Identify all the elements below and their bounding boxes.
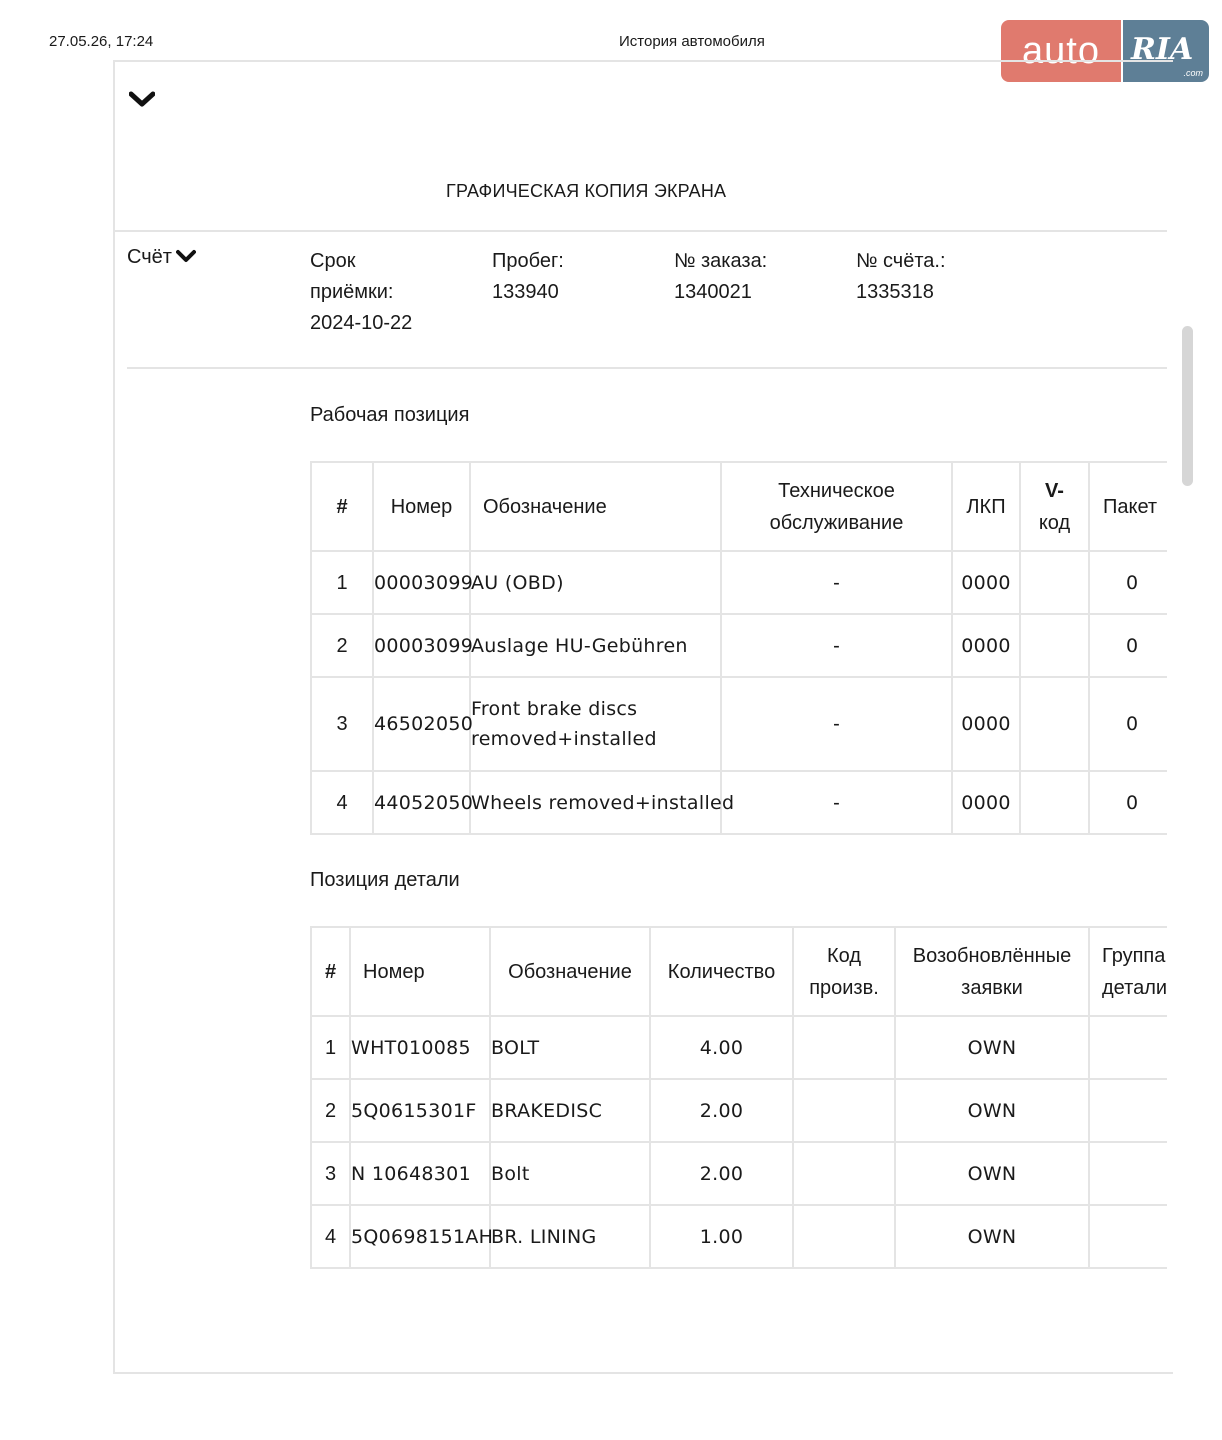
cell-vcode [1020, 771, 1089, 834]
acceptance-date-label-line1: Срок [310, 250, 356, 272]
acceptance-date-label-line2: приёмки: [310, 281, 394, 303]
col-header-renewed-requests [895, 927, 1089, 1016]
cell-package: 0 [1089, 614, 1167, 677]
cell-part-group [1089, 1016, 1167, 1079]
work-table [310, 461, 1167, 835]
table-row [311, 551, 1167, 614]
mileage-value: 133940 [492, 281, 559, 303]
cell-paint: 0000 [952, 677, 1020, 771]
table-header-row [311, 462, 1167, 551]
cell-designation-line1: AU (OBD) [471, 571, 564, 594]
table-row [311, 677, 1167, 771]
col-header-paint: ЛКП [952, 462, 1020, 551]
cell-number: N 10648301 [350, 1142, 490, 1205]
col-header-vcode-line1: V- [1045, 479, 1064, 502]
table-row [311, 1205, 1167, 1268]
cell-part-group [1089, 1205, 1167, 1268]
col-header-part-group-line2: детали [1102, 976, 1167, 999]
order-number-value: 1340021 [674, 281, 752, 303]
col-header-vcode [1020, 462, 1089, 551]
parts-table [310, 926, 1167, 1269]
col-header-manufacturer-code-line2: произв. [809, 976, 879, 999]
cell-renewed-requests: OWN [895, 1079, 1089, 1142]
cell-designation [470, 677, 721, 771]
cell-quantity: 1.00 [650, 1205, 793, 1268]
chevron-down-icon[interactable] [129, 89, 155, 109]
col-header-num: # [311, 462, 373, 551]
cell-package: 0 [1089, 551, 1167, 614]
table-row [311, 1016, 1167, 1079]
col-header-vcode-line2: код [1038, 511, 1071, 534]
cell-num: 1 [311, 551, 373, 614]
cell-maintenance: - [721, 771, 952, 834]
col-header-package: Пакет [1089, 462, 1167, 551]
col-header-part-group-line1: Группа [1102, 944, 1166, 967]
cell-manufacturer-code [793, 1205, 895, 1268]
col-header-part-group [1089, 927, 1167, 1016]
cell-designation-line2: removed+installed [471, 728, 657, 750]
cell-part-group [1089, 1142, 1167, 1205]
acceptance-date-value: 2024-10-22 [310, 312, 413, 334]
cell-maintenance: - [721, 677, 952, 771]
cell-renewed-requests: OWN [895, 1016, 1089, 1079]
cell-number: 5Q0698151AH [350, 1205, 490, 1268]
cell-designation: Bolt [490, 1142, 650, 1205]
table-row [311, 1142, 1167, 1205]
cell-vcode [1020, 614, 1089, 677]
logo-com-text: .com [1183, 68, 1203, 78]
cell-paint: 0000 [952, 614, 1020, 677]
cell-package: 0 [1089, 677, 1167, 771]
cell-num: 3 [311, 677, 373, 771]
cell-maintenance: - [721, 551, 952, 614]
cell-paint: 0000 [952, 551, 1020, 614]
cell-manufacturer-code [793, 1079, 895, 1142]
col-header-maintenance [721, 462, 952, 551]
order-number-field [674, 246, 767, 308]
cell-designation [470, 614, 721, 677]
invoice-number-field [856, 246, 946, 308]
cell-number: 00003099 [373, 551, 470, 614]
order-number-label: № заказа: [674, 250, 768, 272]
invoice-number-label: № счёта.: [856, 250, 946, 272]
cell-number: WHT010085 [350, 1016, 490, 1079]
cell-package: 0 [1089, 771, 1167, 834]
cell-num: 3 [311, 1142, 350, 1205]
cell-designation-line1: Wheels removed+installed [471, 791, 735, 814]
invoice-number-value: 1335318 [856, 281, 934, 303]
mileage-field [492, 246, 564, 308]
cell-designation: BRAKEDISC [490, 1079, 650, 1142]
cell-quantity: 4.00 [650, 1016, 793, 1079]
cell-designation [470, 551, 721, 614]
cell-number: 5Q0615301F [350, 1079, 490, 1142]
divider [127, 367, 1167, 369]
print-page-title: История автомобиля [619, 33, 765, 50]
cell-designation: BR. LINING [490, 1205, 650, 1268]
col-header-number: Номер [350, 927, 490, 1016]
cell-num: 1 [311, 1016, 350, 1079]
col-header-quantity: Количество [650, 927, 793, 1016]
cell-num: 2 [311, 614, 373, 677]
logo-auto-part: auto [1001, 20, 1121, 82]
cell-vcode [1020, 551, 1089, 614]
cell-quantity: 2.00 [650, 1142, 793, 1205]
cell-number: 00003099 [373, 614, 470, 677]
chevron-down-icon [176, 248, 196, 264]
work-section-title: Рабочая позиция [310, 404, 470, 426]
screen-copy-title: ГРАФИЧЕСКАЯ КОПИЯ ЭКРАНА [446, 181, 727, 201]
table-header-row [311, 927, 1167, 1016]
cell-num: 4 [311, 771, 373, 834]
cell-num: 2 [311, 1079, 350, 1142]
cell-designation [470, 771, 735, 834]
cell-number: 46502050 [373, 677, 470, 771]
mileage-label: Пробег: [492, 250, 564, 272]
cell-renewed-requests: OWN [895, 1142, 1089, 1205]
col-header-num: # [311, 927, 350, 1016]
table-row [311, 771, 1167, 834]
invoice-toggle-label: Счёт [127, 246, 172, 268]
col-header-manufacturer-code-line1: Код [826, 944, 861, 967]
cell-designation: BOLT [490, 1016, 650, 1079]
col-header-maintenance-line2: обслуживание [769, 511, 904, 534]
cell-num: 4 [311, 1205, 350, 1268]
cell-manufacturer-code [793, 1142, 895, 1205]
col-header-designation: Обозначение [490, 927, 650, 1016]
cell-vcode [1020, 677, 1089, 771]
table-row [311, 1079, 1167, 1142]
invoice-toggle[interactable] [127, 246, 196, 269]
logo-ria-text: RIA [1131, 32, 1194, 67]
col-header-renewed-requests-line1: Возобновлённые [912, 944, 1072, 967]
history-panel [113, 60, 1173, 1374]
col-header-designation: Обозначение [470, 462, 721, 551]
work-table-wrapper[interactable] [310, 461, 1167, 836]
cell-number: 44052050 [373, 771, 470, 834]
parts-section-title: Позиция детали [310, 869, 460, 891]
table-row [311, 614, 1167, 677]
col-header-manufacturer-code [793, 927, 895, 1016]
col-header-number: Номер [373, 462, 470, 551]
cell-quantity: 2.00 [650, 1079, 793, 1142]
cell-maintenance: - [721, 614, 952, 677]
cell-designation-line1: Front brake discs [471, 698, 638, 720]
cell-manufacturer-code [793, 1016, 895, 1079]
col-header-renewed-requests-line2: заявки [961, 976, 1023, 999]
cell-designation-line1: Auslage HU-Gebühren [471, 634, 688, 657]
cell-renewed-requests: OWN [895, 1205, 1089, 1268]
cell-paint: 0000 [952, 771, 1020, 834]
col-header-maintenance-line1: Техническое [778, 479, 895, 502]
vertical-scrollbar[interactable] [1182, 326, 1193, 486]
print-datetime: 27.05.26, 17:24 [49, 33, 154, 50]
cell-part-group [1089, 1079, 1167, 1142]
acceptance-date-field [310, 246, 412, 339]
divider [115, 230, 1167, 232]
parts-table-wrapper[interactable] [310, 926, 1167, 1271]
